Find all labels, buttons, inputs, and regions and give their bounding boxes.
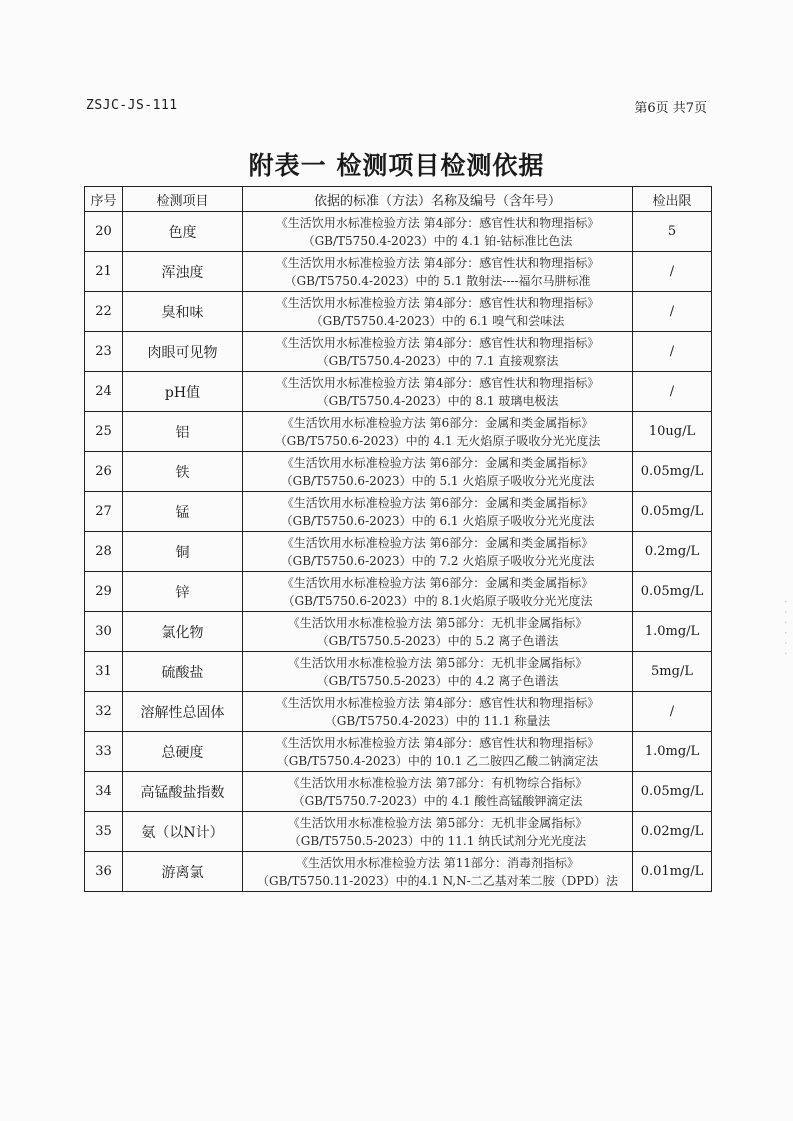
method-standard-code: （GB/T5750.4-2023）中的 11.1 称量法 xyxy=(324,713,551,728)
detection-limit: 10ug/L xyxy=(633,412,712,452)
row-number: 24 xyxy=(85,372,123,412)
method-standard-code: （GB/T5750.4-2023）中的 5.1 散射法----福尔马肼标准 xyxy=(284,273,591,288)
method-standard-name: 《生活饮用水标准检验方法 第7部分：有机物综合指标》 xyxy=(287,775,588,790)
row-number: 30 xyxy=(85,612,123,652)
test-item: 臭和味 xyxy=(123,292,243,332)
document-code: ZSJC-JS-111 xyxy=(86,98,178,113)
method-cell xyxy=(243,292,633,332)
method-cell xyxy=(243,452,633,492)
method-cell xyxy=(243,612,633,652)
table-row xyxy=(85,412,712,452)
method-standard-code: （GB/T5750.4-2023）中的 6.1 嗅气和尝味法 xyxy=(310,313,565,328)
method-cell xyxy=(243,772,633,812)
test-item: 铝 xyxy=(123,412,243,452)
seal-stamp: · · · · · · xyxy=(779,600,790,657)
method-standard-code: （GB/T5750.4-2023）中的 10.1 乙二胺四乙酸二钠滴定法 xyxy=(276,753,599,768)
method-standard-code: （GB/T5750.6-2023）中的 4.1 无火焰原子吸收分光光度法 xyxy=(274,433,601,448)
detection-limit: 1.0mg/L xyxy=(633,612,712,652)
detection-limit: 0.05mg/L xyxy=(633,492,712,532)
row-number: 23 xyxy=(85,332,123,372)
method-standard-code: （GB/T5750.4-2023）中的 8.1 玻璃电极法 xyxy=(316,393,559,408)
row-number: 35 xyxy=(85,812,123,852)
method-standard-code: （GB/T5750.6-2023）中的 8.1火焰原子吸收分光光度法 xyxy=(282,593,593,608)
table-row xyxy=(85,772,712,812)
detection-limit: 0.05mg/L xyxy=(633,452,712,492)
row-number: 22 xyxy=(85,292,123,332)
test-item: 锌 xyxy=(123,572,243,612)
method-cell xyxy=(243,532,633,572)
method-standard-name: 《生活饮用水标准检验方法 第5部分：无机非金属指标》 xyxy=(287,655,588,670)
test-item: 铁 xyxy=(123,452,243,492)
method-cell xyxy=(243,572,633,612)
method-cell xyxy=(243,852,633,892)
table-row xyxy=(85,612,712,652)
method-cell xyxy=(243,412,633,452)
standards-table xyxy=(84,186,712,892)
page-title: 附表一 检测项目检测依据 xyxy=(248,151,545,180)
method-cell xyxy=(243,492,633,532)
table-row xyxy=(85,372,712,412)
detection-limit: / xyxy=(633,372,712,412)
table-row xyxy=(85,732,712,772)
method-standard-name: 《生活饮用水标准检验方法 第5部分：无机非金属指标》 xyxy=(287,615,588,630)
detection-limit: 0.01mg/L xyxy=(633,852,712,892)
column-header-item: 检测项目 xyxy=(123,187,243,212)
method-standard-code: （GB/T5750.11-2023）中的4.1 N,N-二乙基对苯二胺（DPD）法 xyxy=(257,873,618,888)
method-standard-name: 《生活饮用水标准检验方法 第5部分：无机非金属指标》 xyxy=(287,815,588,830)
column-header-no: 序号 xyxy=(85,187,123,212)
method-cell xyxy=(243,212,633,252)
table-row xyxy=(85,332,712,372)
method-standard-code: （GB/T5750.6-2023）中的 7.2 火焰原子吸收分光光度法 xyxy=(280,553,595,568)
row-number: 33 xyxy=(85,732,123,772)
detection-limit: 0.05mg/L xyxy=(633,772,712,812)
detection-limit: / xyxy=(633,332,712,372)
method-standard-name: 《生活饮用水标准检验方法 第6部分：金属和类金属指标》 xyxy=(281,455,594,470)
table-row xyxy=(85,812,712,852)
table-row xyxy=(85,252,712,292)
detection-limit: / xyxy=(633,292,712,332)
method-standard-name: 《生活饮用水标准检验方法 第4部分：感官性状和物理指标》 xyxy=(275,375,600,390)
method-standard-code: （GB/T5750.4-2023）中的 7.1 直接观察法 xyxy=(316,353,559,368)
test-item: 硫酸盐 xyxy=(123,652,243,692)
column-header-method: 依据的标准（方法）名称及编号（含年号） xyxy=(243,187,633,212)
method-standard-code: （GB/T5750.6-2023）中的 6.1 火焰原子吸收分光光度法 xyxy=(280,513,595,528)
method-cell xyxy=(243,692,633,732)
method-standard-name: 《生活饮用水标准检验方法 第6部分：金属和类金属指标》 xyxy=(281,575,594,590)
method-standard-name: 《生活饮用水标准检验方法 第4部分：感官性状和物理指标》 xyxy=(275,295,600,310)
test-item: 总硬度 xyxy=(123,732,243,772)
test-item: 溶解性总固体 xyxy=(123,692,243,732)
row-number: 36 xyxy=(85,852,123,892)
column-header-limit: 检出限 xyxy=(633,187,712,212)
test-item: 浑浊度 xyxy=(123,252,243,292)
method-cell xyxy=(243,652,633,692)
method-standard-code: （GB/T5750.5-2023）中的 4.2 离子色谱法 xyxy=(316,673,559,688)
method-standard-code: （GB/T5750.6-2023）中的 5.1 火焰原子吸收分光光度法 xyxy=(280,473,595,488)
page-indicator: 第6页 共7页 xyxy=(634,101,707,116)
table-row xyxy=(85,292,712,332)
table-row xyxy=(85,532,712,572)
row-number: 31 xyxy=(85,652,123,692)
method-standard-name: 《生活饮用水标准检验方法 第4部分：感官性状和物理指标》 xyxy=(275,255,600,270)
test-item: 锰 xyxy=(123,492,243,532)
row-number: 25 xyxy=(85,412,123,452)
detection-limit: / xyxy=(633,252,712,292)
test-item: 肉眼可见物 xyxy=(123,332,243,372)
row-number: 34 xyxy=(85,772,123,812)
detection-limit: 1.0mg/L xyxy=(633,732,712,772)
test-item: 氯化物 xyxy=(123,612,243,652)
row-number: 32 xyxy=(85,692,123,732)
test-item: 氨（以N计） xyxy=(123,812,243,852)
detection-limit: 5mg/L xyxy=(633,652,712,692)
method-cell xyxy=(243,812,633,852)
table-row xyxy=(85,492,712,532)
row-number: 28 xyxy=(85,532,123,572)
method-standard-name: 《生活饮用水标准检验方法 第4部分：感官性状和物理指标》 xyxy=(275,735,600,750)
test-item: 铜 xyxy=(123,532,243,572)
table-row xyxy=(85,572,712,612)
detection-limit: 0.05mg/L xyxy=(633,572,712,612)
method-standard-code: （GB/T5750.5-2023）中的 11.1 纳氏试剂分光光度法 xyxy=(288,833,587,848)
method-standard-name: 《生活饮用水标准检验方法 第4部分：感官性状和物理指标》 xyxy=(275,215,600,230)
table-row xyxy=(85,852,712,892)
method-standard-code: （GB/T5750.4-2023）中的 4.1 铂-钴标准比色法 xyxy=(302,233,573,248)
test-item: 高锰酸盐指数 xyxy=(123,772,243,812)
row-number: 27 xyxy=(85,492,123,532)
table-header-row xyxy=(85,187,712,212)
method-standard-name: 《生活饮用水标准检验方法 第4部分：感官性状和物理指标》 xyxy=(275,695,600,710)
method-cell xyxy=(243,332,633,372)
row-number: 20 xyxy=(85,212,123,252)
method-cell xyxy=(243,372,633,412)
method-standard-name: 《生活饮用水标准检验方法 第6部分：金属和类金属指标》 xyxy=(281,415,594,430)
detection-limit: 0.02mg/L xyxy=(633,812,712,852)
table-row xyxy=(85,652,712,692)
test-item: 游离氯 xyxy=(123,852,243,892)
method-standard-code: （GB/T5750.5-2023）中的 5.2 离子色谱法 xyxy=(316,633,559,648)
test-item: 色度 xyxy=(123,212,243,252)
detection-limit: 0.2mg/L xyxy=(633,532,712,572)
test-item: pH值 xyxy=(123,372,243,412)
method-standard-name: 《生活饮用水标准检验方法 第6部分：金属和类金属指标》 xyxy=(281,535,594,550)
table-row xyxy=(85,692,712,732)
detection-limit: / xyxy=(633,692,712,732)
row-number: 26 xyxy=(85,452,123,492)
method-standard-name: 《生活饮用水标准检验方法 第11部分：消毒剂指标》 xyxy=(295,855,580,870)
method-cell xyxy=(243,252,633,292)
row-number: 21 xyxy=(85,252,123,292)
detection-limit: 5 xyxy=(633,212,712,252)
method-standard-code: （GB/T5750.7-2023）中的 4.1 酸性高锰酸钾滴定法 xyxy=(292,793,583,808)
method-cell xyxy=(243,732,633,772)
method-standard-name: 《生活饮用水标准检验方法 第6部分：金属和类金属指标》 xyxy=(281,495,594,510)
row-number: 29 xyxy=(85,572,123,612)
method-standard-name: 《生活饮用水标准检验方法 第4部分：感官性状和物理指标》 xyxy=(275,335,600,350)
table-row xyxy=(85,212,712,252)
table-row xyxy=(85,452,712,492)
